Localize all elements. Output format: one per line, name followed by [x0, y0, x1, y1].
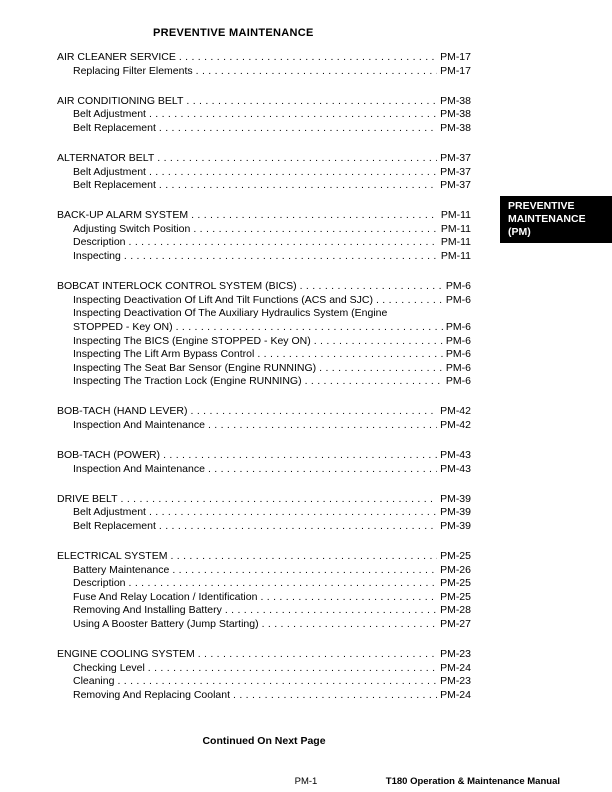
dot-leader: [314, 335, 443, 349]
entry-page: PM-11: [440, 222, 471, 235]
entry-label: BOB-TACH (POWER): [57, 449, 161, 462]
entry-page: PM-38: [440, 121, 471, 134]
toc-entry-row: [57, 236, 471, 250]
entry-page: PM-43: [440, 449, 471, 462]
toc-entry-row: [57, 321, 471, 335]
dot-leader: [225, 604, 437, 618]
entry-label: Inspecting The BICS (Engine STOPPED - Key ON): [73, 334, 311, 347]
entry-label: ENGINE COOLING SYSTEM: [57, 648, 195, 661]
dot-leader: [117, 675, 437, 689]
entry-label: Belt Adjustment: [73, 108, 146, 121]
entry-label: Fuse And Relay Location / Identification: [73, 590, 258, 603]
entry-page: PM-11: [440, 209, 471, 222]
dot-leader: [208, 463, 437, 477]
toc-section-title-row: [57, 405, 471, 419]
dot-leader: [208, 419, 437, 433]
dot-leader: [159, 179, 437, 193]
entry-page: PM-24: [440, 688, 471, 701]
toc-section-title-row: [57, 280, 471, 294]
entry-label: BOBCAT INTERLOCK CONTROL SYSTEM (BICS): [57, 280, 297, 293]
toc-section: [57, 493, 471, 534]
entry-page: PM-25: [440, 577, 471, 590]
toc-entry-row: [57, 122, 471, 136]
toc-section-title-row: [57, 493, 471, 507]
toc: [57, 51, 471, 719]
toc-section: [57, 405, 471, 432]
dot-leader: [149, 166, 437, 180]
dot-leader: [149, 506, 437, 520]
entry-label: Using A Booster Battery (Jump Starting): [73, 618, 259, 630]
entry-page: PM-26: [440, 563, 471, 576]
entry-page: PM-37: [440, 179, 471, 192]
entry-page: PM-38: [440, 94, 471, 107]
entry-label: Description: [73, 577, 126, 590]
dot-leader: [300, 280, 443, 294]
entry-page: PM-25: [440, 550, 471, 563]
dot-leader: [163, 449, 437, 463]
dot-leader: [179, 51, 437, 65]
entry-label: Inspecting The Seat Bar Sensor (Engine RUNNING): [73, 361, 317, 374]
entry-label: Cleaning: [73, 675, 115, 688]
dot-leader: [159, 122, 437, 136]
toc-section-title-row: [57, 209, 471, 223]
dot-leader: [148, 662, 437, 676]
toc-entry-row: [57, 618, 471, 632]
toc-entry-row: [57, 662, 471, 676]
dot-leader: [260, 591, 437, 605]
toc-entry-row: [57, 689, 471, 703]
entry-label: Inspecting The Lift Arm Bypass Control: [73, 348, 255, 361]
entry-page: PM-6: [445, 293, 471, 306]
entry-page: PM-25: [440, 590, 471, 603]
entry-label: Description: [73, 236, 126, 249]
toc-entry-row: [57, 520, 471, 534]
dot-leader: [176, 321, 443, 335]
toc-section: [57, 550, 471, 632]
toc-section: [57, 449, 471, 476]
entry-label: Belt Replacement: [73, 519, 156, 532]
toc-section: [57, 152, 471, 193]
dot-leader: [233, 689, 437, 703]
continued-note: Continued On Next Page: [202, 735, 326, 747]
entry-page: PM-24: [440, 661, 471, 674]
dot-leader: [305, 375, 443, 389]
entry-label: Replacing Filter Elements: [73, 64, 193, 77]
entry-page: PM-11: [440, 250, 471, 263]
dot-leader: [376, 294, 443, 308]
toc-entry-row: [57, 463, 471, 477]
entry-page: PM-17: [440, 51, 471, 63]
entry-label: AIR CLEANER SERVICE: [57, 51, 176, 63]
page-title: PREVENTIVE MAINTENANCE: [153, 27, 314, 39]
toc-entry-row: [57, 108, 471, 122]
entry-label: Belt Replacement: [73, 121, 156, 134]
entry-label: Inspecting: [73, 250, 121, 263]
entry-label: Checking Level: [73, 661, 145, 674]
entry-label: Adjusting Switch Position: [73, 222, 191, 235]
entry-page: PM-42: [440, 405, 471, 418]
entry-label: STOPPED - Key ON): [73, 320, 173, 333]
toc-entry-row: [57, 675, 471, 689]
toc-entry-row: [57, 294, 471, 308]
entry-label: Inspecting The Traction Lock (Engine RUNNING): [73, 375, 302, 388]
dot-leader: [172, 564, 437, 578]
entry-label: Battery Maintenance: [73, 563, 170, 576]
section-tab: [500, 196, 612, 243]
page-footer: [0, 776, 612, 790]
entry-label: ALTERNATOR BELT: [57, 151, 155, 164]
dot-leader: [186, 95, 437, 109]
toc-section: [57, 51, 471, 78]
toc-entry-row: [57, 591, 471, 605]
dot-leader: [198, 648, 437, 662]
dot-leader: [121, 493, 438, 507]
dot-leader: [124, 250, 438, 264]
toc-section: [57, 280, 471, 389]
entry-page: PM-39: [440, 506, 471, 519]
entry-label: Belt Adjustment: [73, 165, 146, 178]
entry-page: PM-6: [445, 320, 471, 333]
dot-leader: [170, 550, 437, 564]
dot-leader: [159, 520, 437, 534]
entry-label: Inspecting Deactivation Of The Auxiliary Hydraulics System (Engine: [73, 307, 388, 320]
manual-title: T180 Operation & Maintenance Manual: [385, 776, 560, 787]
entry-label: AIR CONDITIONING BELT: [57, 94, 184, 107]
entry-label: Inspection And Maintenance: [73, 462, 205, 475]
toc-entry-row: [57, 250, 471, 264]
entry-label: Belt Replacement: [73, 179, 156, 192]
dot-leader: [191, 209, 438, 223]
dot-leader: [129, 577, 438, 591]
entry-page: PM-6: [445, 280, 471, 293]
dot-leader: [149, 108, 437, 122]
dot-leader: [262, 618, 437, 632]
entry-page: PM-37: [440, 165, 471, 178]
toc-entry-row: [57, 564, 471, 578]
entry-label: Removing And Replacing Coolant: [73, 688, 231, 701]
entry-page: PM-17: [440, 64, 471, 77]
entry-page: PM-43: [440, 462, 471, 475]
toc-entry-row: [57, 375, 471, 389]
toc-section-title-row: [57, 449, 471, 463]
toc-entry-row: [57, 179, 471, 193]
dot-leader: [319, 362, 443, 376]
entry-page: PM-6: [445, 361, 471, 374]
toc-entry-row: [57, 65, 471, 79]
toc-entry-row: [57, 166, 471, 180]
toc-section-title-row: [57, 550, 471, 564]
entry-label: DRIVE BELT: [57, 492, 118, 505]
dot-leader: [157, 152, 437, 166]
entry-label: BOB-TACH (HAND LEVER): [57, 405, 188, 418]
entry-page: PM-38: [440, 108, 471, 121]
section-tab-line: PREVENTIVE: [508, 200, 575, 212]
toc-section-title-row: [57, 648, 471, 662]
entry-label: BACK-UP ALARM SYSTEM: [57, 209, 189, 222]
entry-page: PM-37: [440, 151, 471, 164]
entry-page: PM-11: [440, 236, 471, 249]
section-tab-line: (PM): [508, 226, 531, 238]
dot-leader: [257, 348, 443, 362]
section-tab-line: MAINTENANCE: [508, 213, 586, 225]
toc-entry-row: [57, 506, 471, 520]
entry-page: PM-28: [440, 604, 471, 617]
toc-entry-row: [57, 335, 471, 349]
toc-section-title-row: [57, 95, 471, 109]
dot-leader: [191, 405, 438, 419]
page-number: PM-1: [294, 776, 318, 787]
toc-section: [57, 95, 471, 136]
entry-page: PM-23: [440, 675, 471, 688]
entry-page: PM-6: [445, 348, 471, 361]
entry-page: PM-39: [440, 492, 471, 505]
toc-entry-row: [57, 419, 471, 433]
toc-section-title-row: [57, 51, 471, 65]
toc-entry-row: [57, 604, 471, 618]
entry-label: Inspecting Deactivation Of Lift And Tilt Functions (ACS and SJC): [73, 293, 373, 306]
entry-label: Inspection And Maintenance: [73, 418, 205, 431]
dot-leader: [196, 65, 437, 79]
toc-section: [57, 209, 471, 263]
entry-page: PM-6: [445, 334, 471, 347]
toc-entry-row: [57, 577, 471, 591]
toc-entry-row: [57, 362, 471, 376]
entry-page: PM-42: [440, 418, 471, 431]
toc-entry-row: [57, 223, 471, 237]
toc-section: [57, 648, 471, 702]
dot-leader: [129, 236, 438, 250]
entry-page: PM-23: [440, 648, 471, 661]
entry-label: ELECTRICAL SYSTEM: [57, 550, 168, 563]
toc-entry-wrap-row: [57, 307, 471, 321]
dot-leader: [193, 223, 438, 237]
entry-page: PM-27: [440, 618, 471, 630]
toc-entry-row: [57, 348, 471, 362]
entry-label: Removing And Installing Battery: [73, 604, 222, 617]
entry-page: PM-6: [445, 375, 471, 388]
toc-section-title-row: [57, 152, 471, 166]
entry-label: Belt Adjustment: [73, 506, 146, 519]
entry-page: PM-39: [440, 519, 471, 532]
